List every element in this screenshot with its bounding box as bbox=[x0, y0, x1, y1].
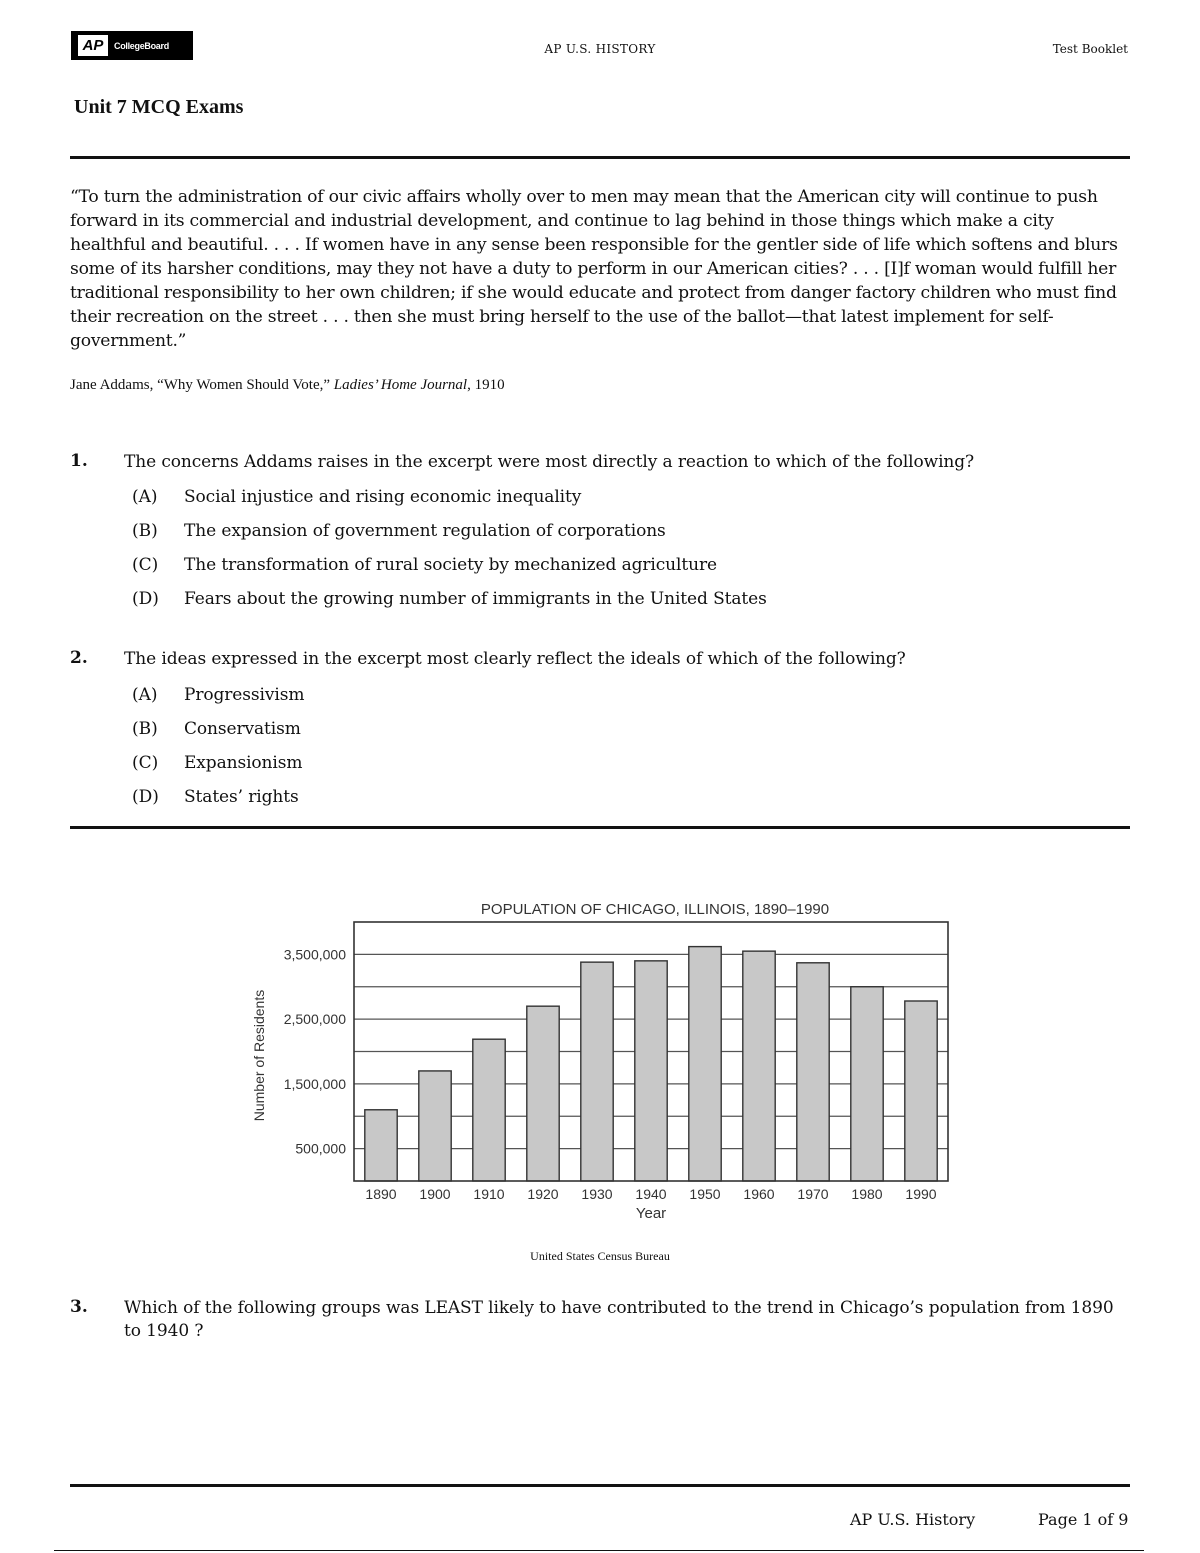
chart-x-tick-label: 1980 bbox=[851, 1186, 883, 1202]
question-1-text: The concerns Addams raises in the excerpt were most directly a reaction to which of the following? bbox=[124, 452, 975, 472]
chart-bar-1970 bbox=[797, 963, 829, 1181]
population-bar-chart bbox=[0, 880, 1200, 1240]
footer-divider bbox=[70, 1484, 1130, 1487]
chart-x-tick-label: 1890 bbox=[365, 1186, 397, 1202]
title-divider bbox=[70, 156, 1130, 159]
chart-bar-1940 bbox=[635, 961, 667, 1181]
chart-x-tick-label: 1930 bbox=[581, 1186, 613, 1202]
footer-page-number: Page 1 of 9 bbox=[1038, 1510, 1129, 1529]
q1-option-c-letter: (C) bbox=[132, 555, 159, 575]
collegeboard-logo-text: CollegeBoard bbox=[114, 40, 169, 51]
q1-option-c-text: The transformation of rural society by mechanized agriculture bbox=[184, 555, 717, 575]
chart-bar-1890 bbox=[365, 1110, 397, 1181]
q1-option-a-text: Social injustice and rising economic inequality bbox=[184, 487, 582, 507]
source-publication: Ladies’ Home Journal bbox=[333, 377, 468, 393]
q1-option-b-letter: (B) bbox=[132, 521, 158, 541]
q2-option-d-letter: (D) bbox=[132, 787, 159, 807]
passage-excerpt: “To turn the administration of our civic affairs wholly over to men may mean that the American city will continue to push forward in its commercial and industrial development, and continue to lag behind in those things which make a city healthful and beautiful. . . . If women have in any sense been responsible for the gentler side of life which softens and blurs some of its harsher conditions, may they not have a duty to perform in our American cities? . . . [I]f woman would fulfill her traditional responsibility to her own children; if she would educate and protect from danger factory children who must find their recreation on the street . . . then she must bring herself to the use of the ballot—that latest implement for self-government.” bbox=[70, 187, 1118, 351]
chart-x-tick-label: 1970 bbox=[797, 1186, 829, 1202]
header-subject: AP U.S. HISTORY bbox=[544, 42, 656, 56]
chart-x-axis-label: Year bbox=[635, 1205, 667, 1222]
q2-option-b-text: Conservatism bbox=[184, 719, 301, 739]
chart-x-tick-label: 1990 bbox=[905, 1186, 937, 1202]
question-3-text: Which of the following groups was LEAST likely to have contributed to the trend in Chicago’s population from 1890 to 1940 ? bbox=[124, 1298, 1114, 1341]
chart-bar-1930 bbox=[581, 962, 613, 1181]
question-2-number: 2. bbox=[70, 648, 88, 668]
chart-bar-1950 bbox=[689, 947, 721, 1181]
q1-option-d-text: Fears about the growing number of immigrants in the United States bbox=[184, 589, 767, 609]
footer-course: AP U.S. History bbox=[850, 1510, 976, 1529]
chart-bar-1960 bbox=[743, 951, 775, 1181]
chart-y-tick-label: 2,500,000 bbox=[283, 1011, 346, 1028]
section-divider bbox=[70, 826, 1130, 829]
q2-option-b-letter: (B) bbox=[132, 719, 158, 739]
header-booklet-label: Test Booklet bbox=[1052, 42, 1128, 56]
chart-bar-1920 bbox=[527, 1006, 559, 1181]
q1-option-d-letter: (D) bbox=[132, 589, 159, 609]
page-bottom-edge bbox=[54, 1550, 1144, 1551]
q2-option-a-text: Progressivism bbox=[184, 685, 305, 705]
chart-x-tick-label: 1960 bbox=[743, 1186, 775, 1202]
chart-x-tick-label: 1900 bbox=[419, 1186, 451, 1202]
chart-x-tick-label: 1940 bbox=[635, 1186, 667, 1202]
q2-option-a-letter: (A) bbox=[132, 685, 158, 705]
question-1-number: 1. bbox=[70, 451, 88, 471]
q2-option-c-letter: (C) bbox=[132, 753, 159, 773]
chart-title: POPULATION OF CHICAGO, ILLINOIS, 1890–1990 bbox=[480, 901, 830, 918]
ap-logo-mark: AP bbox=[78, 35, 108, 56]
chart-bar-1910 bbox=[473, 1039, 505, 1181]
chart-y-axis-label: Number of Residents bbox=[251, 989, 267, 1122]
source-author: Jane Addams, “Why Women Should Vote,” bbox=[70, 377, 334, 393]
chart-y-tick-label: 3,500,000 bbox=[283, 946, 346, 963]
question-2-text: The ideas expressed in the excerpt most clearly reflect the ideals of which of the following? bbox=[124, 649, 906, 669]
chart-x-tick-label: 1910 bbox=[473, 1186, 505, 1202]
q2-option-d-text: States’ rights bbox=[184, 787, 299, 807]
question-3-number: 3. bbox=[70, 1297, 88, 1317]
chart-x-tick-label: 1920 bbox=[527, 1186, 559, 1202]
chart-y-tick-label: 1,500,000 bbox=[283, 1075, 346, 1092]
passage-source bbox=[70, 377, 505, 394]
q2-option-c-text: Expansionism bbox=[184, 753, 303, 773]
chart-y-tick-label: 500,000 bbox=[295, 1140, 346, 1157]
q1-option-a-letter: (A) bbox=[132, 487, 158, 507]
chart-bar-1990 bbox=[905, 1001, 937, 1181]
chart-x-tick-label: 1950 bbox=[689, 1186, 721, 1202]
chart-source-caption: United States Census Bureau bbox=[530, 1249, 670, 1263]
q1-option-b-text: The expansion of government regulation of corporations bbox=[184, 521, 666, 541]
chart-bar-1980 bbox=[851, 987, 883, 1181]
source-year: , 1910 bbox=[467, 377, 505, 393]
page-title: Unit 7 MCQ Exams bbox=[74, 96, 244, 118]
chart-bar-1900 bbox=[419, 1071, 451, 1181]
